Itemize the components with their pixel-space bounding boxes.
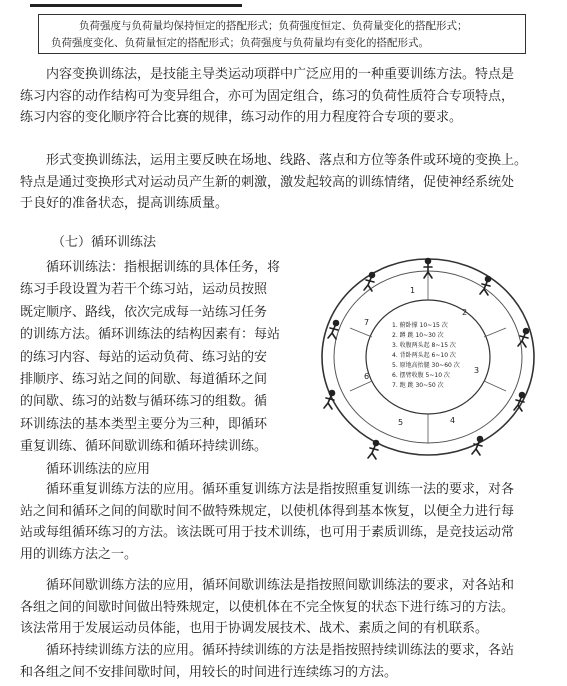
text-line: 练习内容的变化顺序符合比赛的规律，练习动作的用力程度符合专项的要求。 (20, 110, 463, 125)
station-number: 7 (364, 318, 370, 327)
text-line: 重复训练、循环间歇训练和循环持续训练。 (20, 439, 268, 455)
text-line: 循环训练法：指根据训练的具体任务，将 (46, 260, 281, 275)
text-line: 该法常用于发展运动员体能，也用于协调发展技术、战术、素质之间的有机联系。 (20, 621, 489, 636)
text-line: 内容变换训练法，是技能主导类运动项群中广泛应用的一种重要训练方法。特点是 (46, 67, 515, 82)
station-list-item: 4. 背卧两头起 6~10 次 (392, 352, 456, 359)
station-number: 6 (364, 372, 370, 381)
athlete-figure-icon (368, 441, 379, 460)
section-heading: （七）循环训练法 (52, 235, 157, 250)
circuit-definition (20, 257, 305, 481)
paragraph-circuit-interval (20, 575, 550, 640)
text-line: 站之间和循环之间的间歇时间不做特殊规定，以使机体得到基本恢复，以便全力进行每 (20, 503, 515, 519)
station-list-item: 2. 蹲 跳 10~30 次 (392, 332, 444, 339)
text-line: 和各组之间不安排间歇时间，用较长的时间进行连续练习的方法。 (20, 664, 398, 680)
text-line: 的间歇、练习的站数与循环练习的组数。循 (20, 394, 268, 410)
load-combination-box (38, 14, 526, 54)
station-number: 1 (410, 286, 416, 295)
box-line-1: 负荷强度与负荷量均保持恒定的搭配形式；负荷强度恒定、负荷量变化的搭配形式； (79, 20, 468, 32)
station-number: 5 (398, 418, 404, 427)
station-list-item: 5. 原地高抬腿 30~60 次 (392, 362, 460, 369)
text-line: 的练习内容、每站的运动负荷、练习站的安 (20, 349, 268, 365)
text-line: 的训练方法。循环训练法的结构因素有：每站 (20, 327, 281, 343)
text-line: 特点是通过变换形式对运动员产生新的刺激，激发起较高的训练情绪，促使神经系统处 (20, 174, 515, 190)
athlete-figure-icon (324, 391, 335, 410)
divider-line (484, 328, 506, 337)
text-line: 用的训练方法之一。 (20, 546, 138, 562)
text-line: 于良好的准备状态，提高训练质量。 (20, 196, 229, 211)
text-line: 练习内容的动作结构可为变异组合，亦可为固定组合，练习的负荷性质符合专项特点， (20, 88, 515, 104)
paragraph-form-variation (20, 150, 550, 215)
paragraph-circuit-repeat (20, 479, 550, 565)
circuit-diagram (312, 253, 544, 463)
station-number: 2 (462, 308, 468, 317)
application-heading: 循环训练法的应用 (46, 461, 151, 477)
text-line: 既定顺序、路线，依次完成每一站练习任务 (20, 304, 268, 320)
divider-line (484, 381, 506, 391)
station-list-item: 6. 摆臂收腹 5~10 次 (392, 372, 450, 379)
text-line: 循环间歇训练方法的应用，循环间歇训练法是指按照间歇训练法的要求，对各站和 (46, 578, 515, 593)
station-number: 3 (474, 366, 480, 375)
text-line: 各组之间的间歇时间做出特殊规定，以使机体在不完全恢复的状态下进行练习的方法。 (20, 599, 515, 615)
text-line: 形式变换训练法，运用主要反映在场地、线路、落点和方位等条件或环境的变换上。 (46, 153, 528, 168)
station-list-item: 1. 俯卧撑 10~15 次 (392, 322, 448, 329)
text-line: 排顺序、练习站之间的间歇、每道循环之间 (20, 372, 268, 388)
athlete-figure-icon (364, 273, 375, 292)
text-line: 循环重复训练方法的应用。循环重复训练方法是指按照重复训练一法的要求，对各 (46, 482, 515, 497)
station-number: 4 (450, 416, 456, 425)
divider-line (350, 328, 372, 337)
divider-line (350, 381, 372, 391)
station-list-item: 3. 收腹两头起 8~15 次 (392, 342, 456, 349)
paragraph-circuit-continuous (20, 640, 550, 683)
text-line: 站或每组循环练习的方法。该法既可用于技术训练，也可用于素质训练，是竞技运动常 (20, 525, 515, 540)
text-line: 练习手段设置为若干个练习站，运动员按照 (20, 282, 268, 298)
paragraph-content-variation (20, 64, 550, 129)
station-list-item: 7. 跑 跳 30~50 次 (392, 382, 444, 389)
text-line: 循环持续训练方法的应用。循环持续训练的方法是指按照持续训练法的要求，各站 (46, 643, 515, 658)
athlete-figure-icon (514, 393, 525, 412)
top-rule (30, 4, 242, 7)
box-line-2: 负荷强度变化、负荷量恒定的搭配形式；负荷强度与负荷量均有变化的搭配形式。 (51, 37, 429, 49)
text-line: 环训练法的基本类型主要分为三种，即循环 (20, 416, 268, 432)
